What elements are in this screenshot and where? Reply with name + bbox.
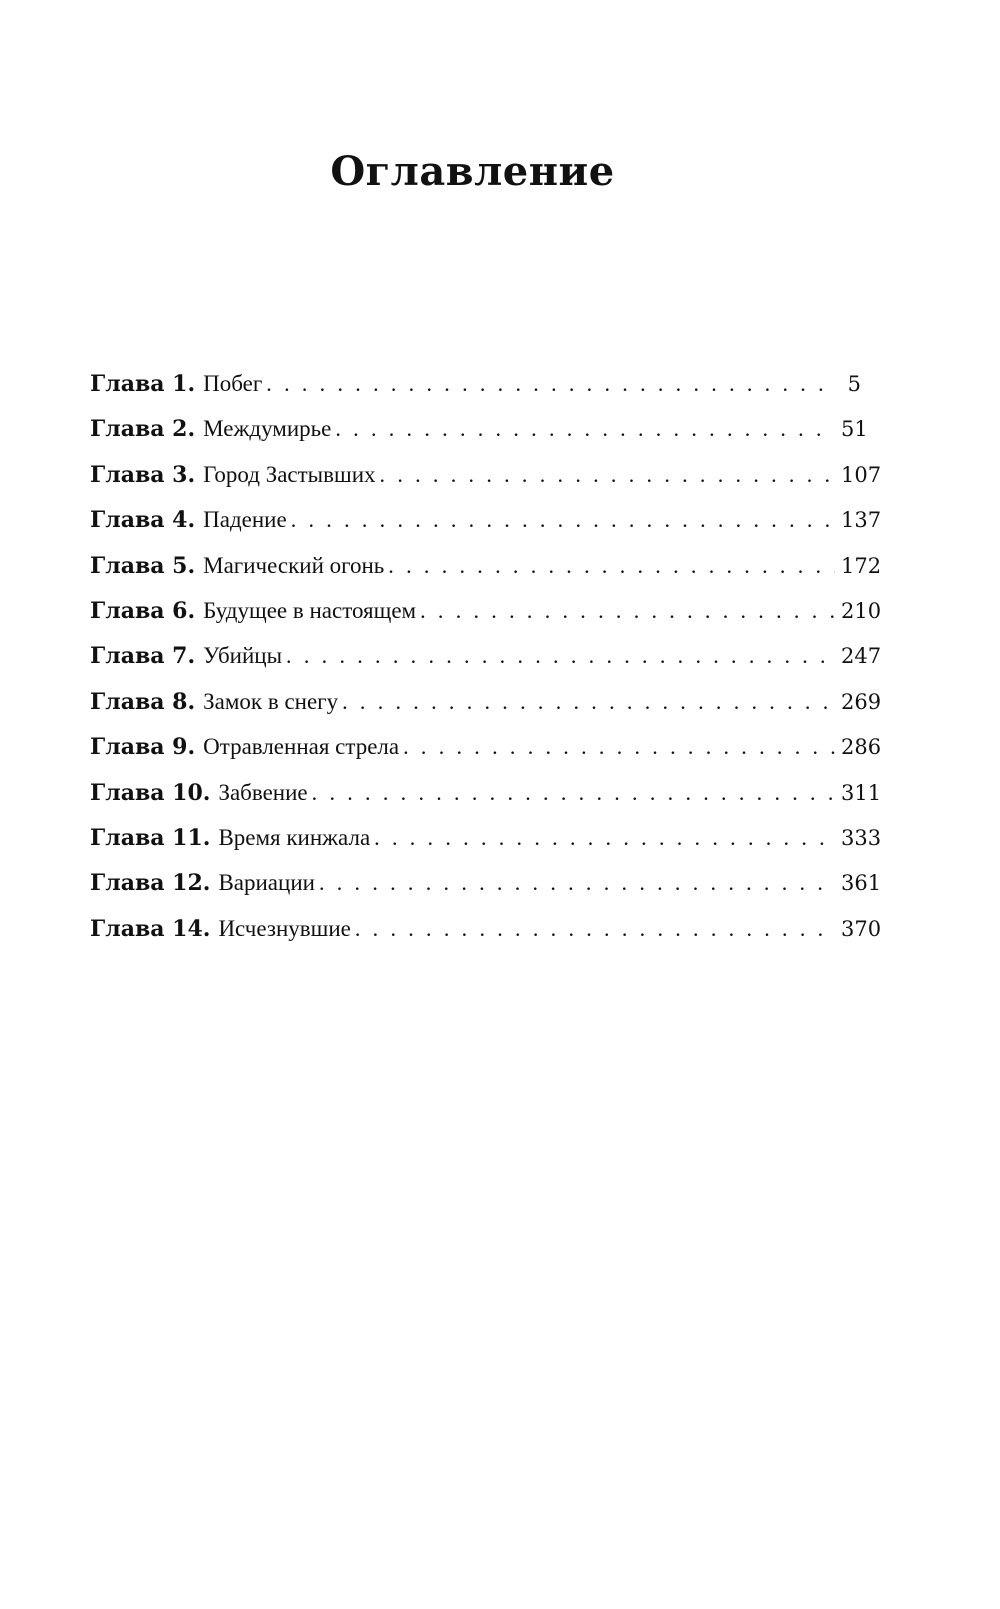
page-title: Оглавление	[330, 148, 615, 195]
chapter-title: Отравленная стрела	[203, 734, 400, 760]
page-number: 269	[841, 689, 882, 714]
dot-leader	[342, 691, 835, 713]
chapter-label: Глава 10.	[90, 779, 211, 806]
toc-entry[interactable]	[90, 734, 882, 780]
chapter-label: Глава 2.	[90, 416, 196, 443]
toc-entry[interactable]	[90, 824, 882, 871]
dot-leader	[319, 872, 835, 894]
chapter-title: Убийцы	[203, 643, 283, 669]
page-number: 311	[841, 780, 882, 805]
page-number: 210	[841, 598, 882, 623]
chapter-title: Замок в снегу	[203, 688, 339, 714]
chapter-title: Побег	[203, 371, 263, 396]
chapter-label: Глава 1.	[90, 371, 196, 397]
chapter-label: Глава 8.	[90, 688, 196, 715]
dot-leader	[403, 736, 835, 758]
chapter-label: Глава 5.	[90, 552, 196, 579]
chapter-label: Глава 7.	[90, 643, 196, 670]
toc-entry[interactable]	[90, 597, 882, 644]
dot-leader	[388, 555, 835, 577]
chapter-title: Падение	[203, 507, 287, 533]
page-number: 107	[841, 462, 882, 487]
dot-leader	[355, 918, 835, 940]
toc-entry[interactable]	[90, 779, 882, 826]
page-number: 370	[841, 916, 882, 941]
chapter-label: Глава 14.	[90, 915, 211, 942]
chapter-title: Магический огонь	[203, 552, 385, 578]
chapter-title: Вариации	[218, 870, 315, 896]
dot-leader	[374, 827, 835, 849]
dot-leader	[312, 782, 835, 804]
chapter-label: Глава 9.	[90, 734, 196, 761]
chapter-title: Время кинжала	[218, 824, 371, 850]
chapter-title: Город Застывших	[203, 461, 376, 487]
chapter-label: Глава 3.	[90, 461, 196, 488]
page-number: 247	[841, 644, 882, 669]
toc-entry[interactable]	[90, 416, 868, 462]
dot-leader	[291, 509, 835, 531]
chapter-label: Глава 11.	[90, 824, 211, 851]
dot-leader	[266, 373, 835, 395]
toc-entry[interactable]	[90, 915, 882, 962]
dot-leader	[335, 418, 835, 440]
toc-entry[interactable]	[90, 372, 861, 417]
chapter-title: Исчезнувшие	[218, 915, 351, 941]
page-number: 361	[841, 871, 882, 896]
page-number: 172	[841, 553, 882, 578]
chapter-label: Глава 12.	[90, 870, 211, 897]
chapter-title: Будущее в настоящем	[203, 597, 417, 623]
page-number: 51	[841, 417, 868, 442]
chapter-title: Забвение	[218, 779, 308, 805]
chapter-title: Междумирье	[203, 416, 332, 442]
page-number: 137	[841, 508, 882, 533]
dot-leader	[420, 600, 835, 622]
toc-entry[interactable]	[90, 688, 882, 735]
page-number: 286	[841, 735, 882, 760]
dot-leader	[286, 645, 835, 667]
dot-leader	[380, 464, 835, 486]
page-number: 333	[841, 825, 882, 850]
toc-entry[interactable]	[90, 643, 882, 689]
toc-entry[interactable]	[90, 870, 882, 916]
page-number: 5	[847, 372, 861, 396]
chapter-label: Глава 6.	[90, 597, 196, 624]
toc-entry[interactable]	[90, 552, 882, 599]
toc-entry[interactable]	[90, 461, 882, 508]
chapter-label: Глава 4.	[90, 507, 196, 534]
toc-entry[interactable]	[90, 507, 882, 553]
table-of-contents	[90, 371, 882, 962]
